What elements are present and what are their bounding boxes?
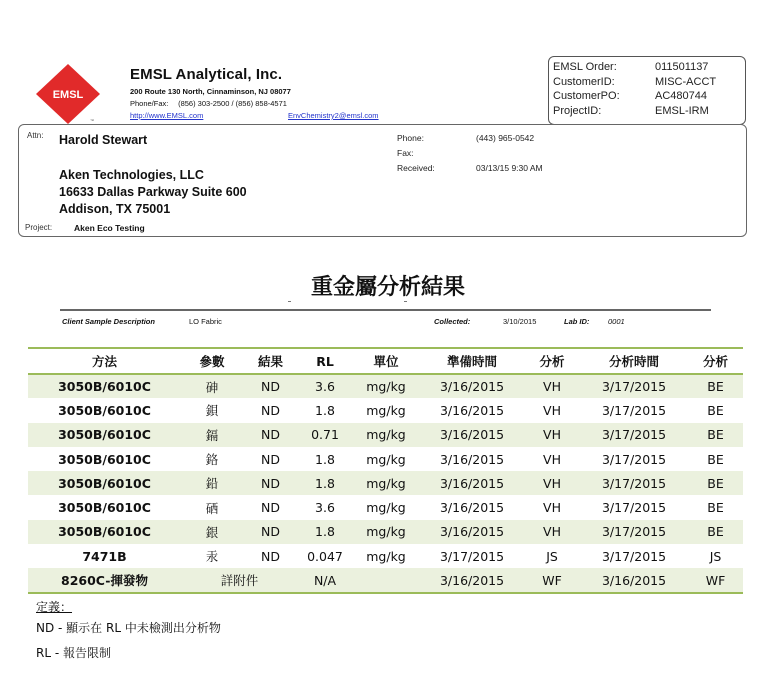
table-row: 3050B/6010C 鉛 ND 1.8 mg/kg 3/16/2015 VH 3/17/2015 BE: [28, 471, 743, 495]
client-street: 16633 Dallas Parkway Suite 600: [59, 185, 247, 199]
col-method: 方法: [28, 348, 181, 374]
client-info-box: [18, 124, 747, 237]
svg-text:EMSL: EMSL: [52, 89, 84, 101]
col-unit: 單位: [352, 348, 420, 374]
col-rl: RL: [298, 348, 352, 374]
contact-row: Received: 03/13/15 9:30 AM: [397, 163, 543, 173]
definition-rl: RL - 報告限制: [36, 646, 111, 660]
order-row: ProjectID: EMSL-IRM: [553, 104, 709, 117]
contact-row: Fax:: [397, 148, 414, 158]
project-value: Aken Eco Testing: [74, 223, 145, 233]
client-address: [59, 167, 247, 218]
results-table: [28, 347, 743, 594]
table-row: 3050B/6010C 砷 ND 3.6 mg/kg 3/16/2015 VH 3/17/2015 BE: [28, 374, 743, 398]
contact-row: Phone: (443) 965-0542: [397, 133, 535, 143]
email-link[interactable]: EnvChemistry2@emsl.com: [288, 111, 379, 120]
attn-name: Harold Stewart: [59, 133, 148, 147]
company-address: 200 Route 130 North, Cinnaminson, NJ 08077: [130, 87, 291, 96]
sample-desc-label: Client Sample Description: [62, 317, 155, 326]
col-prep-date: 準備時間: [420, 348, 524, 374]
divider-tick: [404, 301, 407, 302]
order-info-box: [548, 56, 746, 125]
col-parameter: 參數: [181, 348, 243, 374]
client-city: Addison, TX 75001: [59, 202, 171, 216]
table-row: 3050B/6010C 硒 ND 3.6 mg/kg 3/16/2015 VH 3/17/2015 BE: [58, 500, 724, 516]
emsl-logo: [32, 60, 112, 130]
lab-id-value: 0001: [608, 317, 625, 326]
sample-desc-value: LO Fabric: [189, 317, 222, 326]
col-analysis-date: 分析時間: [580, 348, 688, 374]
table-header-row: [28, 348, 743, 374]
definitions-title: 定義：: [36, 600, 73, 614]
phone-value: (856) 303-2500 / (856) 858-4571: [178, 99, 287, 108]
table-row: 7471B 汞 ND 0.047 mg/kg 3/17/2015 JS 3/17/2015 JS: [82, 548, 722, 565]
table-row: 3050B/6010C 鎘 ND 0.71 mg/kg 3/16/2015 VH 3/17/2015 BE: [28, 423, 743, 447]
company-phone: [130, 99, 291, 108]
col-analyst-2: 分析: [688, 348, 743, 374]
definitions: [36, 598, 221, 666]
divider-tick: [288, 301, 291, 302]
table-row: 3050B/6010C 鉻 ND 1.8 mg/kg 3/16/2015 VH 3/17/2015 BE: [58, 451, 724, 468]
order-row: CustomerID: MISC-ACCT: [553, 75, 717, 88]
phone-label: Phone/Fax:: [130, 99, 169, 108]
table-row: 3050B/6010C 鋇 ND 1.8 mg/kg 3/16/2015 VH 3/17/2015 BE: [58, 402, 724, 419]
divider: [60, 309, 711, 311]
lab-id-label: Lab ID:: [564, 317, 590, 326]
attn-label: Attn:: [27, 131, 44, 140]
client-company: Aken Technologies, LLC: [59, 168, 204, 182]
svg-text:™: ™: [90, 118, 94, 123]
col-analyst: 分析: [524, 348, 580, 374]
collected-label: Collected:: [434, 317, 471, 326]
table-row: 8260C-揮發物 詳附件 N/A 3/16/2015 WF 3/16/2015 WF: [28, 568, 743, 592]
collected-value: 3/10/2015: [503, 317, 537, 326]
project-label: Project:: [25, 223, 53, 232]
definition-nd: ND - 顯示在 RL 中未檢測出分析物: [36, 621, 221, 635]
report-title: 重金屬分析結果: [310, 275, 465, 300]
company-info: [130, 66, 291, 108]
order-row: CustomerPO: AC480744: [553, 90, 707, 102]
website-link[interactable]: http://www.EMSL.com: [130, 111, 204, 120]
col-result: 結果: [243, 348, 298, 374]
table-row: 3050B/6010C 銀 ND 1.8 mg/kg 3/16/2015 VH 3/17/2015 BE: [28, 520, 743, 544]
order-row: EMSL Order: 011501137: [553, 61, 709, 73]
client-contact: [397, 131, 543, 176]
company-name: EMSL Analytical, Inc.: [130, 66, 283, 83]
